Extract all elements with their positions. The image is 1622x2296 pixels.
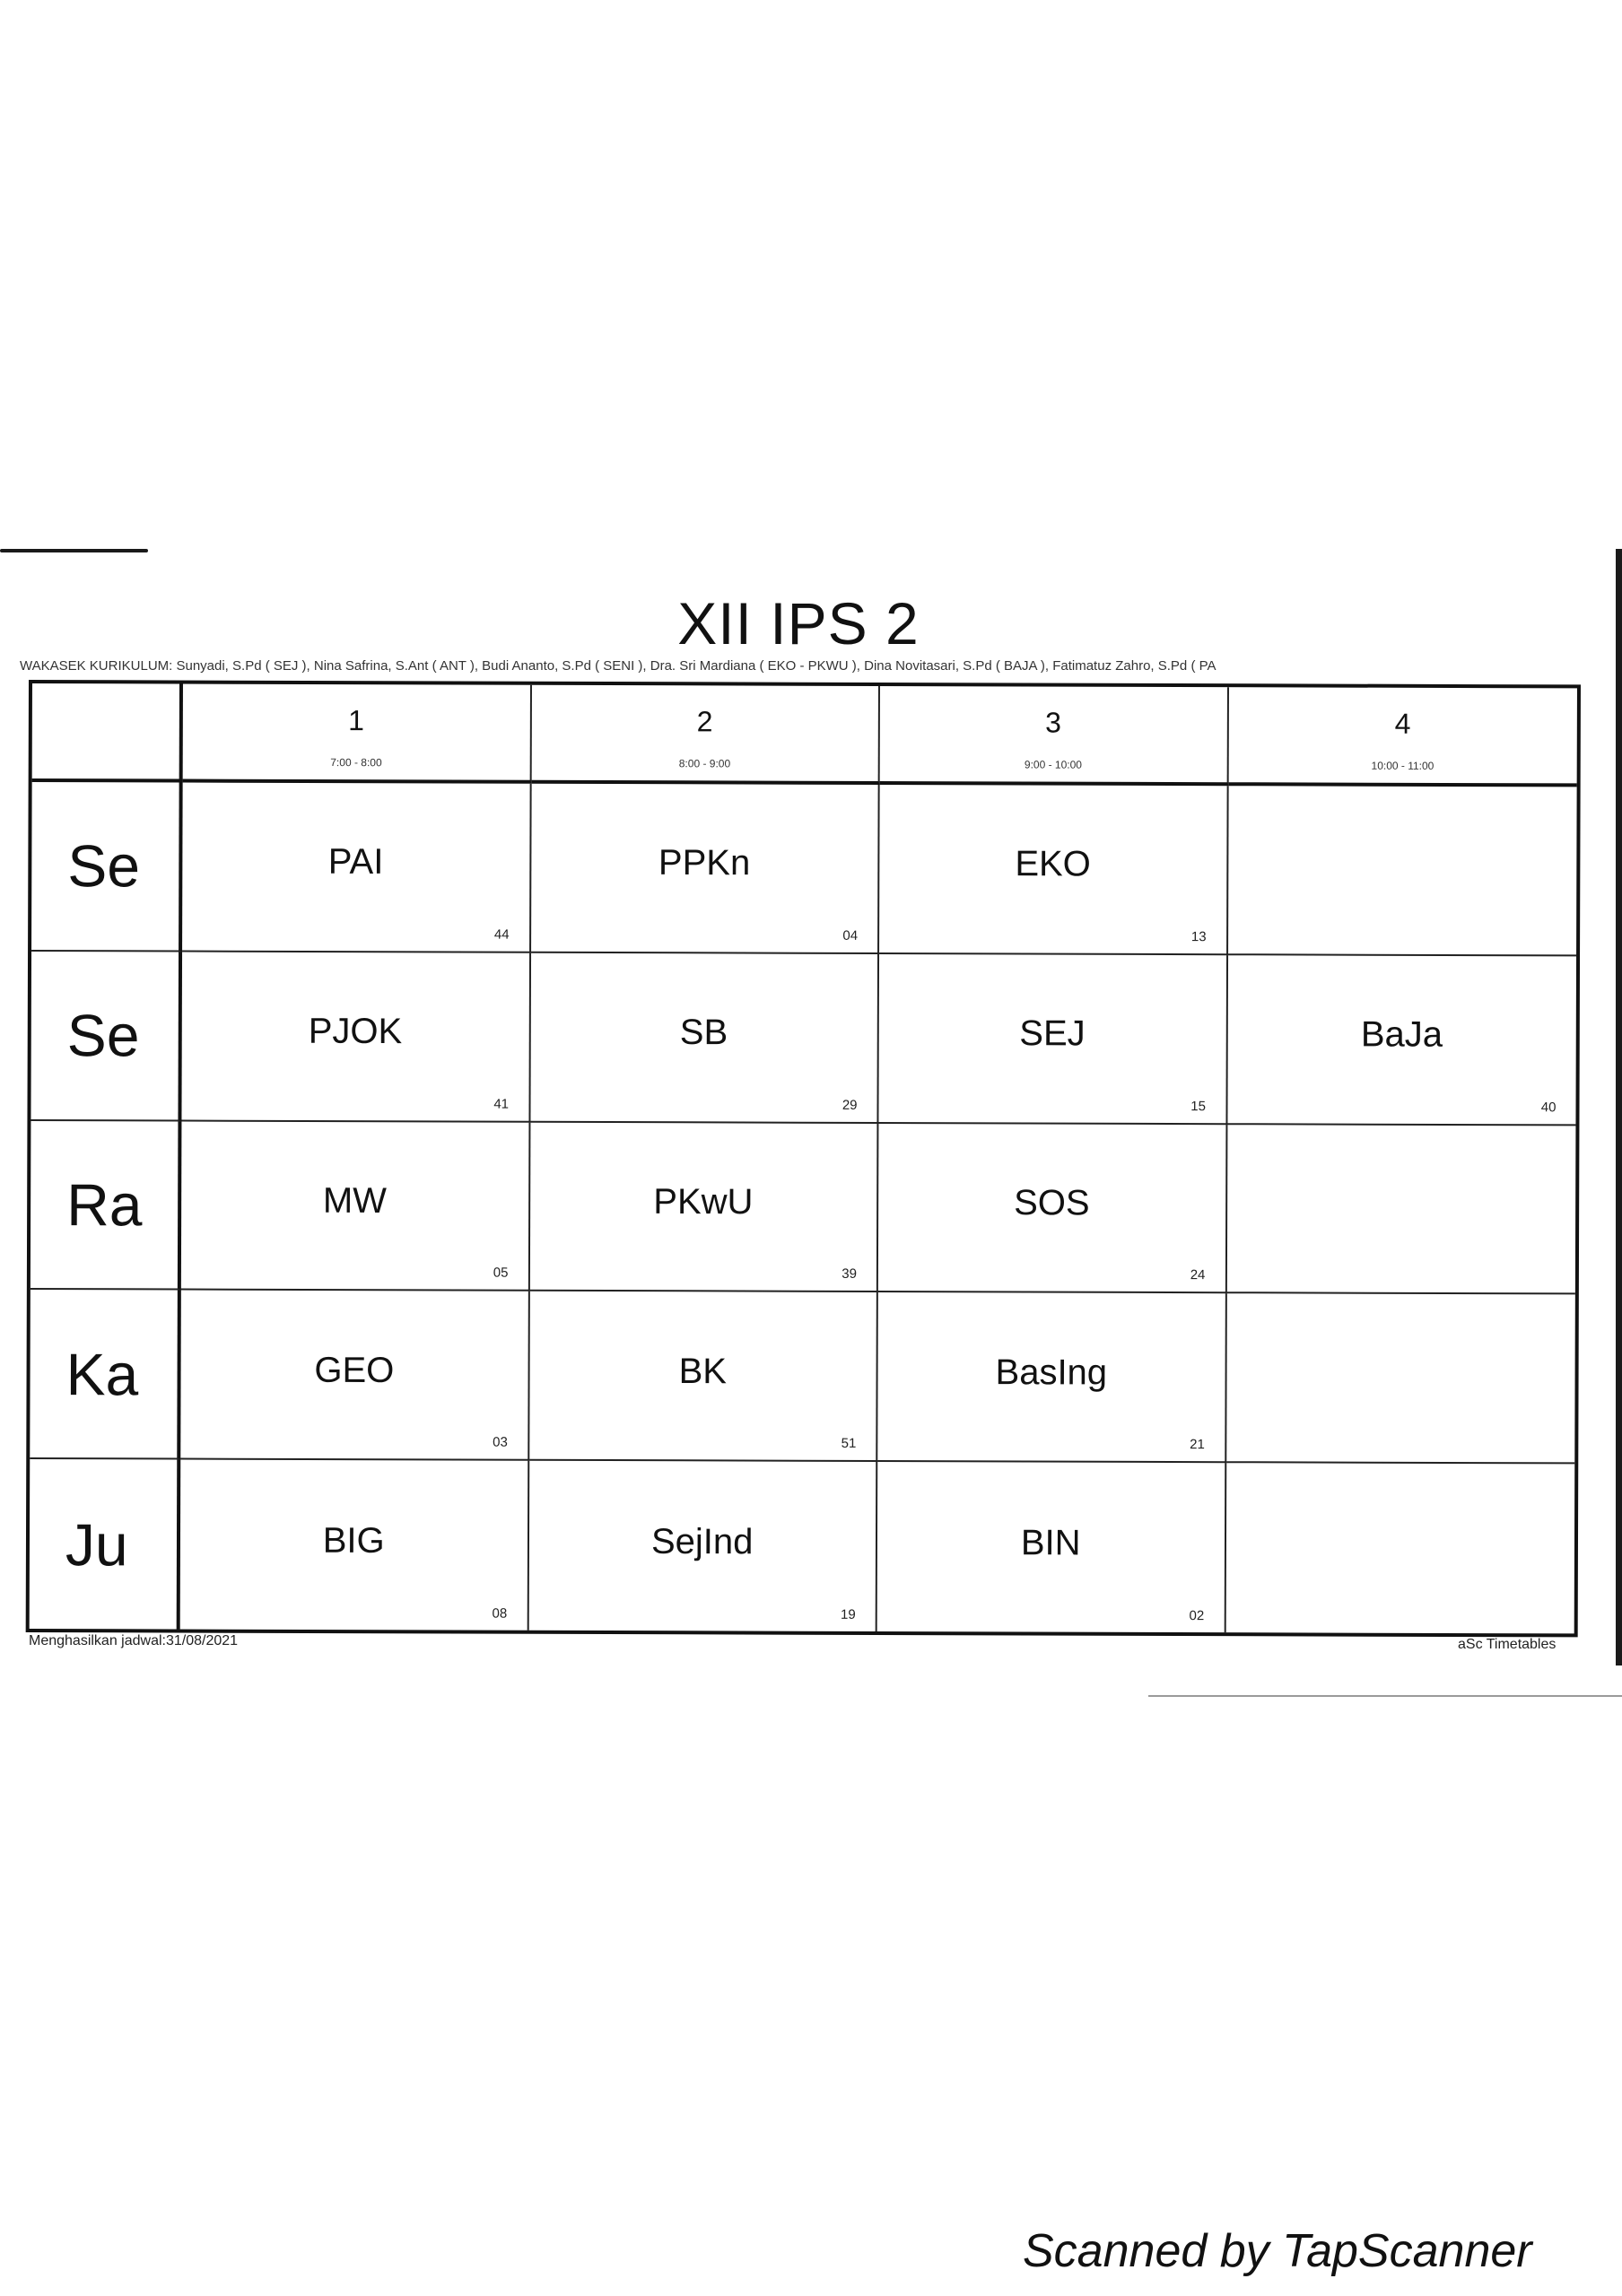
- room-number: 03: [493, 1434, 508, 1450]
- subject-label: BIN: [1020, 1522, 1081, 1563]
- period-header-3: [880, 686, 1229, 786]
- day-cell: [31, 782, 183, 952]
- period-header-1: [183, 684, 532, 784]
- lesson-cell: [1227, 955, 1576, 1126]
- day-cell: [31, 1121, 182, 1291]
- generated-date: Menghasilkan jadwal:31/08/2021: [29, 1633, 239, 1648]
- day-label: Se: [66, 1002, 140, 1069]
- subject-label: [1225, 1548, 1574, 1549]
- day-label: Se: [67, 832, 141, 900]
- lesson-cell: [1228, 786, 1577, 956]
- room-number: 13: [1190, 928, 1207, 944]
- lesson-cell: [180, 1460, 529, 1631]
- period-time: 7:00 - 8:00: [330, 756, 382, 770]
- subject-label: GEO: [314, 1350, 395, 1390]
- period-number: 1: [348, 704, 365, 737]
- period-time: 10:00 - 11:00: [1371, 759, 1435, 772]
- lesson-cell: [182, 783, 531, 953]
- day-cell: [31, 952, 182, 1121]
- subject-label: PKwU: [653, 1181, 754, 1222]
- period-header-2: [531, 685, 880, 785]
- day-cell: [30, 1290, 181, 1459]
- lesson-cell: [1226, 1125, 1575, 1295]
- lesson-cell: [528, 1461, 877, 1631]
- period-number: 2: [696, 705, 713, 738]
- timetable-grid: [30, 683, 1577, 1633]
- lesson-cell: [180, 1291, 529, 1461]
- lesson-cell: [181, 952, 530, 1122]
- software-credit: aSc Timetables: [1458, 1637, 1557, 1652]
- room-number: 02: [1189, 1608, 1205, 1624]
- room-number: 29: [842, 1097, 858, 1113]
- subject-label: BK: [678, 1351, 728, 1391]
- period-number: 4: [1394, 707, 1411, 740]
- subject-label: SEJ: [1019, 1013, 1086, 1054]
- lesson-cell: [1225, 1463, 1574, 1633]
- subject-label: [1227, 1208, 1575, 1209]
- lesson-cell: [531, 784, 880, 954]
- subject-label: MW: [322, 1180, 388, 1221]
- day-label: Ra: [66, 1171, 143, 1239]
- room-number: 21: [1190, 1437, 1205, 1453]
- subject-label: SOS: [1014, 1183, 1090, 1223]
- subject-label: SB: [679, 1013, 728, 1053]
- lesson-cell: [879, 785, 1228, 955]
- lesson-cell: [877, 1292, 1226, 1463]
- room-number: 19: [841, 1606, 856, 1622]
- lesson-cell: [878, 1124, 1227, 1294]
- subject-label: PAI: [327, 842, 384, 883]
- period-time: 8:00 - 9:00: [678, 757, 731, 770]
- day-cell: [30, 1459, 181, 1629]
- lesson-cell: [530, 953, 879, 1124]
- room-number: 04: [842, 927, 859, 944]
- period-number: 3: [1045, 706, 1062, 739]
- period-time: 9:00 - 10:00: [1024, 758, 1083, 771]
- scanner-watermark: Scanned by TapScanner: [1023, 2225, 1532, 2277]
- room-number: 05: [493, 1265, 509, 1282]
- subject-label: PJOK: [308, 1011, 403, 1052]
- subject-label: SejInd: [650, 1521, 754, 1561]
- day-label: Ju: [65, 1510, 128, 1578]
- lesson-cell: [878, 954, 1227, 1125]
- subject-label: PPKn: [658, 843, 751, 883]
- room-number: 24: [1190, 1267, 1206, 1283]
- lesson-cell: [529, 1292, 878, 1462]
- room-number: 39: [842, 1266, 857, 1283]
- corner-cell: [32, 683, 183, 783]
- subject-label: BasIng: [995, 1352, 1108, 1393]
- page-title: XII IPS 2: [677, 590, 920, 657]
- subject-label: BaJa: [1360, 1014, 1443, 1055]
- room-number: 08: [492, 1605, 508, 1622]
- period-header-4: [1228, 687, 1577, 787]
- room-number: 15: [1190, 1098, 1207, 1114]
- day-label: Ka: [65, 1340, 139, 1408]
- lesson-cell: [1226, 1294, 1575, 1465]
- subject-label: [1228, 870, 1576, 871]
- lesson-cell: [877, 1462, 1226, 1632]
- lesson-cell: [181, 1121, 530, 1292]
- lesson-cell: [529, 1122, 878, 1292]
- room-number: 40: [1540, 1099, 1557, 1115]
- subject-label: BIG: [322, 1520, 385, 1561]
- teachers-line: WAKASEK KURIKULUM: Sunyadi, S.Pd ( SEJ ), Nina Safrina, S.Ant ( ANT ), Budi Ananto, S.Pd ( SENI ), Dra. Sri Mardiana ( EKO - PKWU ), Dina Novitasari, S.Pd ( BAJA ), Fatimatuz Zahro, S.Pd ( PA: [20, 658, 1216, 674]
- room-number: 44: [493, 926, 510, 943]
- room-number: 51: [841, 1436, 857, 1452]
- subject-label: EKO: [1015, 844, 1091, 884]
- timetable-table: [26, 680, 1581, 1637]
- room-number: 41: [493, 1096, 510, 1112]
